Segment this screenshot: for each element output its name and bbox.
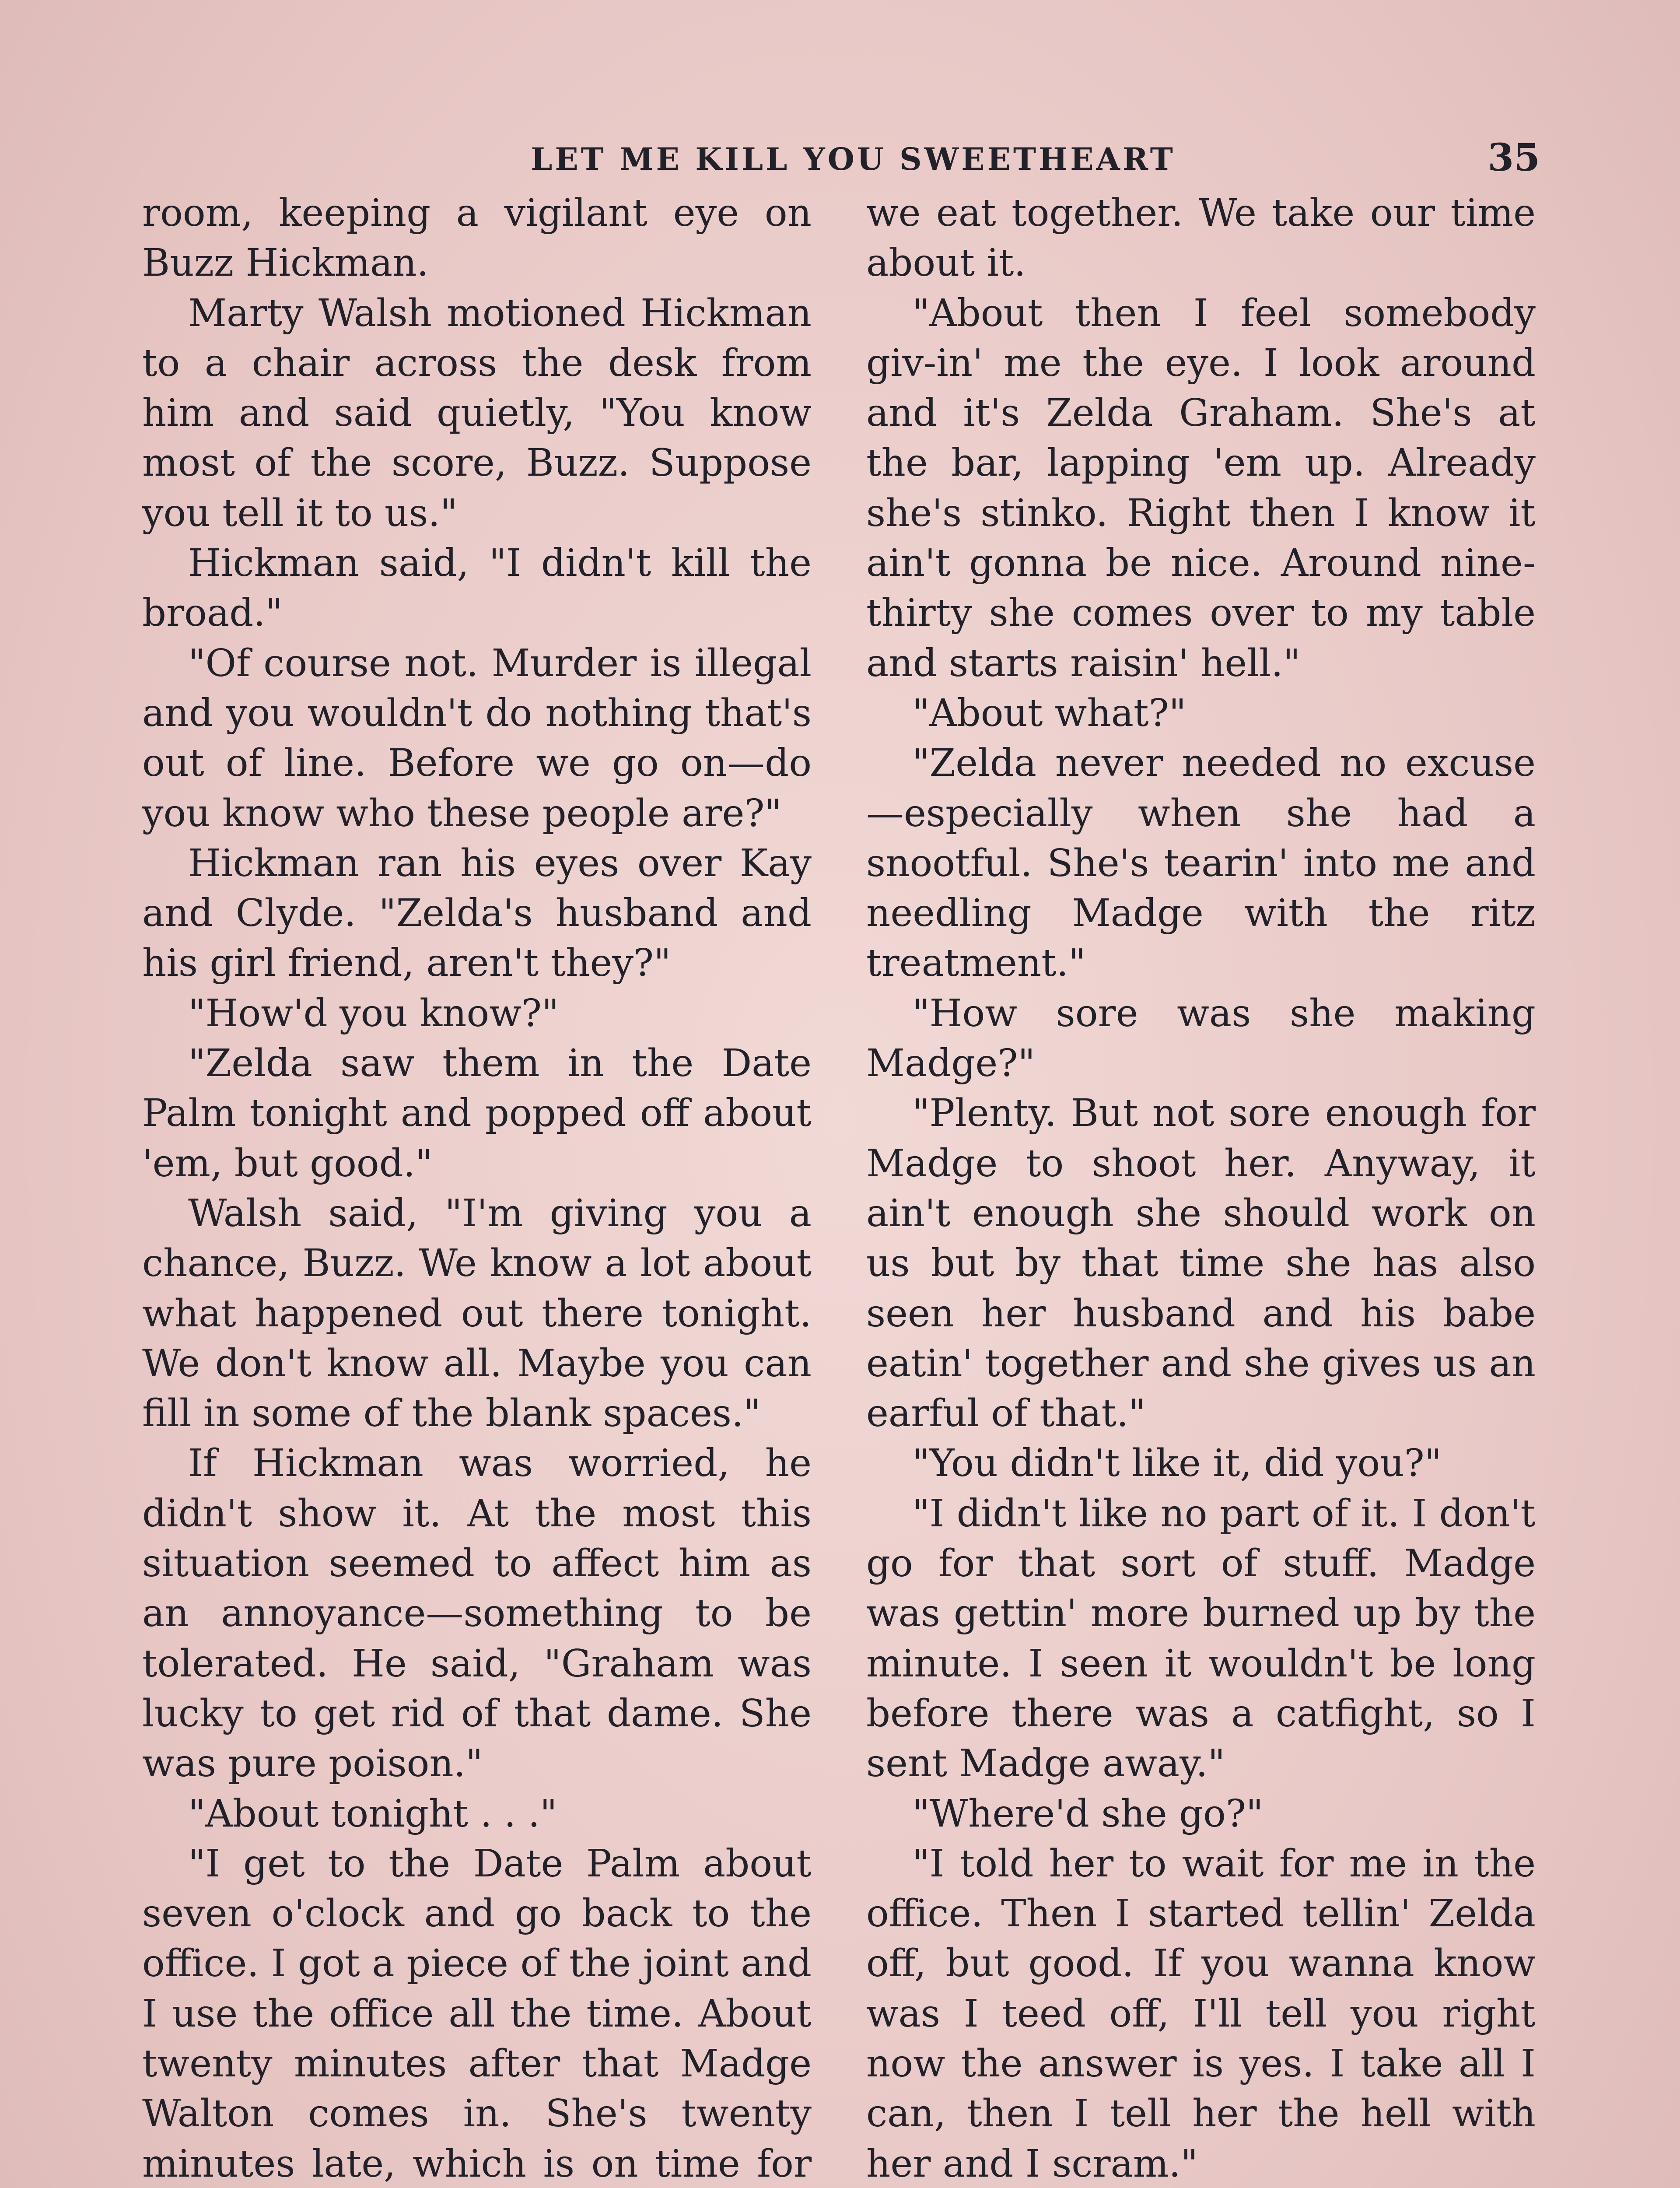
paragraph: Marty Walsh motioned Hickman to a chair across the desk from him and said quietly, "You know most of the score, Buzz. Suppose you tell it to us." [142, 291, 812, 535]
paragraph: "Where'd she go?" [912, 1792, 1264, 1836]
paragraph: Walsh said, "I'm giving you a chance, Buzz. We know a lot about what happened out there tonight. We don't know all. Maybe you can fill in some of the blank spaces." [142, 1191, 812, 1436]
left-column [142, 188, 812, 2188]
page-number: 35 [1488, 136, 1540, 180]
paragraph: Hickman said, "I didn't kill the broad." [142, 541, 812, 635]
paragraph: "I get to the Date Palm about seven o'clock and go back to the office. I got a piece of the joint and I use the office all the time. About twenty minutes after that Madge Walton comes in. She's twenty minutes late, which is on time for [142, 1841, 812, 2186]
paragraph: "You didn't like it, did you?" [912, 1441, 1442, 1486]
paragraph: "I told her to wait for me in the office. Then I started tellin' Zelda off, but good. If you wanna know was I teed off, I'll tell you right now the answer is yes. I take all I can, then I tell her the hell with her and I scram." [866, 1841, 1536, 2186]
paragraph: "Zelda never needed no excuse—especially when she had a snootful. She's tearin' into me and needling Madge with the ritz treatment." [866, 741, 1536, 985]
paragraph: "How sore was she making Madge?" [866, 991, 1536, 1086]
paragraph: "Of course not. Murder is illegal and you wouldn't do nothing that's out of line. Before we go on—do you know who these people are?" [142, 641, 812, 835]
paragraph: Hickman ran his eyes over Kay and Clyde. "Zelda's husband and his girl friend, aren't they?" [142, 841, 812, 985]
paragraph: If Hickman was worried, he didn't show it. At the most this situation seemed to affect him as an annoyance—something to be tolerated. He said, "Graham was lucky to get rid of that dame. She was pure poison." [142, 1441, 812, 1786]
paragraph: "How'd you know?" [188, 991, 559, 1035]
paragraph: "Zelda saw them in the Date Palm tonight and popped off about 'em, but good." [142, 1041, 812, 1185]
paragraph: "Plenty. But not sore enough for Madge to shoot her. Anyway, it ain't enough she should work on us but by that time she has also seen her husband and his babe eatin' together and she gives us an earful of that." [866, 1091, 1536, 1436]
paragraph: "About then I feel somebody giv-in' me the eye. I look around and it's Zelda Graham. She's at the bar, lapping 'em up. Already she's stinko. Right then I know it ain't gonna be nice. Around nine-thirty she comes over to my table and starts raisin' hell." [866, 291, 1536, 685]
paragraph: "About tonight . . ." [188, 1792, 557, 1836]
paragraph: we eat together. We take our time about it. [866, 191, 1536, 285]
paragraph: "I didn't like no part of it. I don't go for that sort of stuff. Madge was gettin' more burned up by the minute. I seen it wouldn't be long before there was a catfight, so I sent Madge away." [866, 1491, 1536, 1786]
running-title: LET ME KILL YOU SWEETHEART [531, 141, 1176, 177]
right-column [866, 188, 1536, 2188]
paragraph: "About what?" [912, 691, 1186, 735]
paragraph: room, keeping a vigilant eye on Buzz Hickman. [142, 191, 812, 285]
